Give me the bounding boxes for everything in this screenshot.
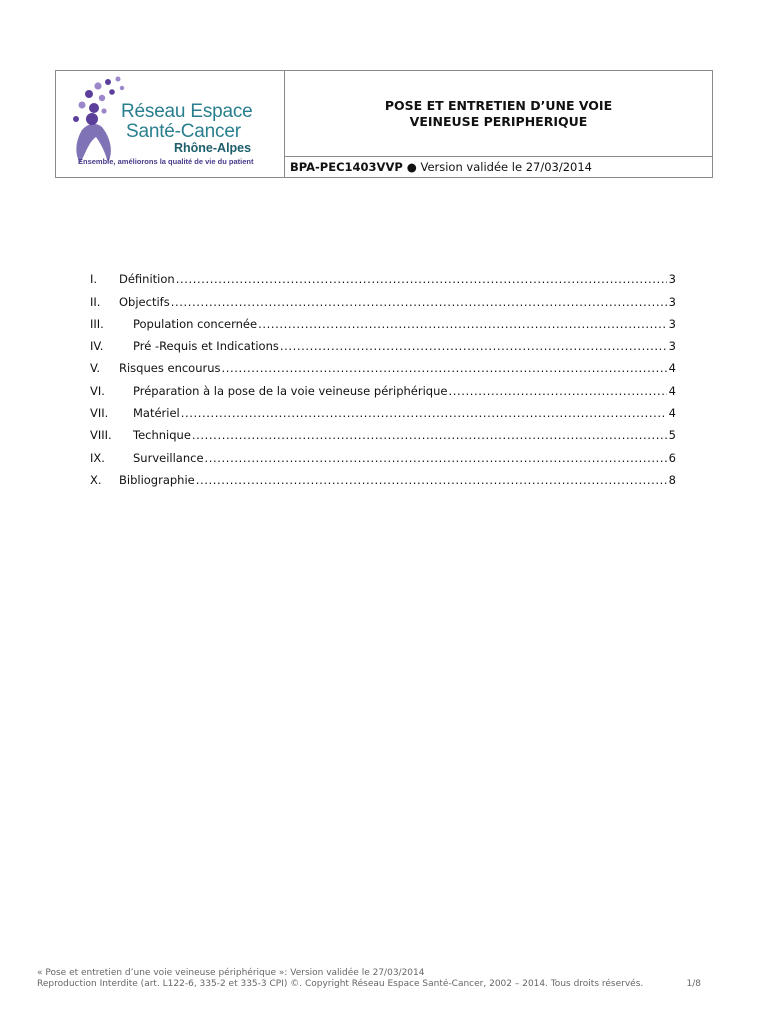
toc-entry-title: Définition [119,272,175,287]
version-text: ● Version validée le 27/03/2014 [406,160,592,174]
toc-entry[interactable] [90,402,676,424]
toc-entry-number: II. [90,294,101,309]
toc-entry-number: VII. [90,406,109,421]
toc-entry-title: Matériel [133,406,180,421]
toc-entry-page: 3 [668,272,676,287]
toc-dot-leader [280,335,667,357]
toc-entry-page: 3 [668,294,676,309]
toc-entry-title: Pré -Requis et Indications [133,339,279,354]
toc-entry-page: 4 [668,383,676,398]
logo-title-line1: Réseau Espace [121,101,253,122]
toc-entry-number: V. [90,361,101,376]
document-header [55,70,713,178]
toc-entry[interactable] [90,446,676,468]
toc-dot-leader [258,313,667,335]
toc-dot-leader [196,469,667,491]
toc-entry-page: 6 [668,450,676,465]
logo-cell [56,71,285,177]
toc-entry[interactable] [90,379,676,401]
version-cell [285,157,712,177]
toc-entry-title: Objectifs [119,294,170,309]
toc-entry-title: Risques encourus [119,361,221,376]
toc-entry-number: VI. [90,383,105,398]
toc-dot-leader [181,402,667,424]
toc-dot-leader [222,357,667,379]
toc-entry-page: 4 [668,361,676,376]
toc-entry-number: X. [90,472,102,487]
toc-dot-leader [171,291,667,313]
toc-entry[interactable] [90,469,676,491]
toc-entry-number: VIII. [90,428,112,443]
toc-entry-title: Population concernée [133,316,258,331]
toc-entry-number: IX. [90,450,105,465]
toc-entry-number: I. [90,272,98,287]
toc-entry-page: 4 [668,406,676,421]
toc-entry-title: Technique [133,428,191,443]
toc-dot-leader [192,424,667,446]
toc-entry-title: Préparation à la pose de la voie veineuse périphérique [133,383,448,398]
toc-entry-page: 3 [668,316,676,331]
footer-copyright: Reproduction Interdite (art. L122-6, 335-2 et 335-3 CPI) ©. Copyright Réseau Espace Santé-Cancer, 2002 – 2014. Tous droits réservés. [37,979,644,989]
toc-dot-leader [448,380,667,402]
toc-entry[interactable] [90,424,676,446]
toc-entry-title: Surveillance [133,450,204,465]
page-footer [37,968,709,990]
toc-entry[interactable] [90,313,676,335]
toc-entry-page: 8 [668,472,676,487]
toc-entry[interactable] [90,335,676,357]
toc-entry-page: 3 [668,339,676,354]
logo-title-line3: Rhône-Alpes [174,141,252,155]
toc-entry[interactable] [90,357,676,379]
toc-entry-page: 5 [668,428,676,443]
logo-title-line2: Santé-Cancer [126,121,241,142]
table-of-contents [90,268,676,491]
toc-entry[interactable] [90,268,676,290]
toc-dot-leader [205,447,667,469]
toc-dot-leader [176,268,667,290]
logo-tagline: Ensemble, améliorons la qualité de vie du patient [78,157,254,166]
document-title: POSE ET ENTRETIEN D’UNE VOIE VEINEUSE PERIPHERIQUE [384,97,613,129]
footer-document-line: « Pose et entretien d’une voie veineuse périphérique »: Version validée le 27/03/2014 [37,968,425,978]
document-code: BPA-PEC1403VVP [290,160,403,174]
toc-entry-number: IV. [90,339,104,354]
footer-page-number: 1/8 [686,979,701,989]
toc-entry-title: Bibliographie [119,472,195,487]
document-title-cell [285,71,712,157]
toc-entry[interactable] [90,290,676,312]
toc-entry-number: III. [90,316,104,331]
